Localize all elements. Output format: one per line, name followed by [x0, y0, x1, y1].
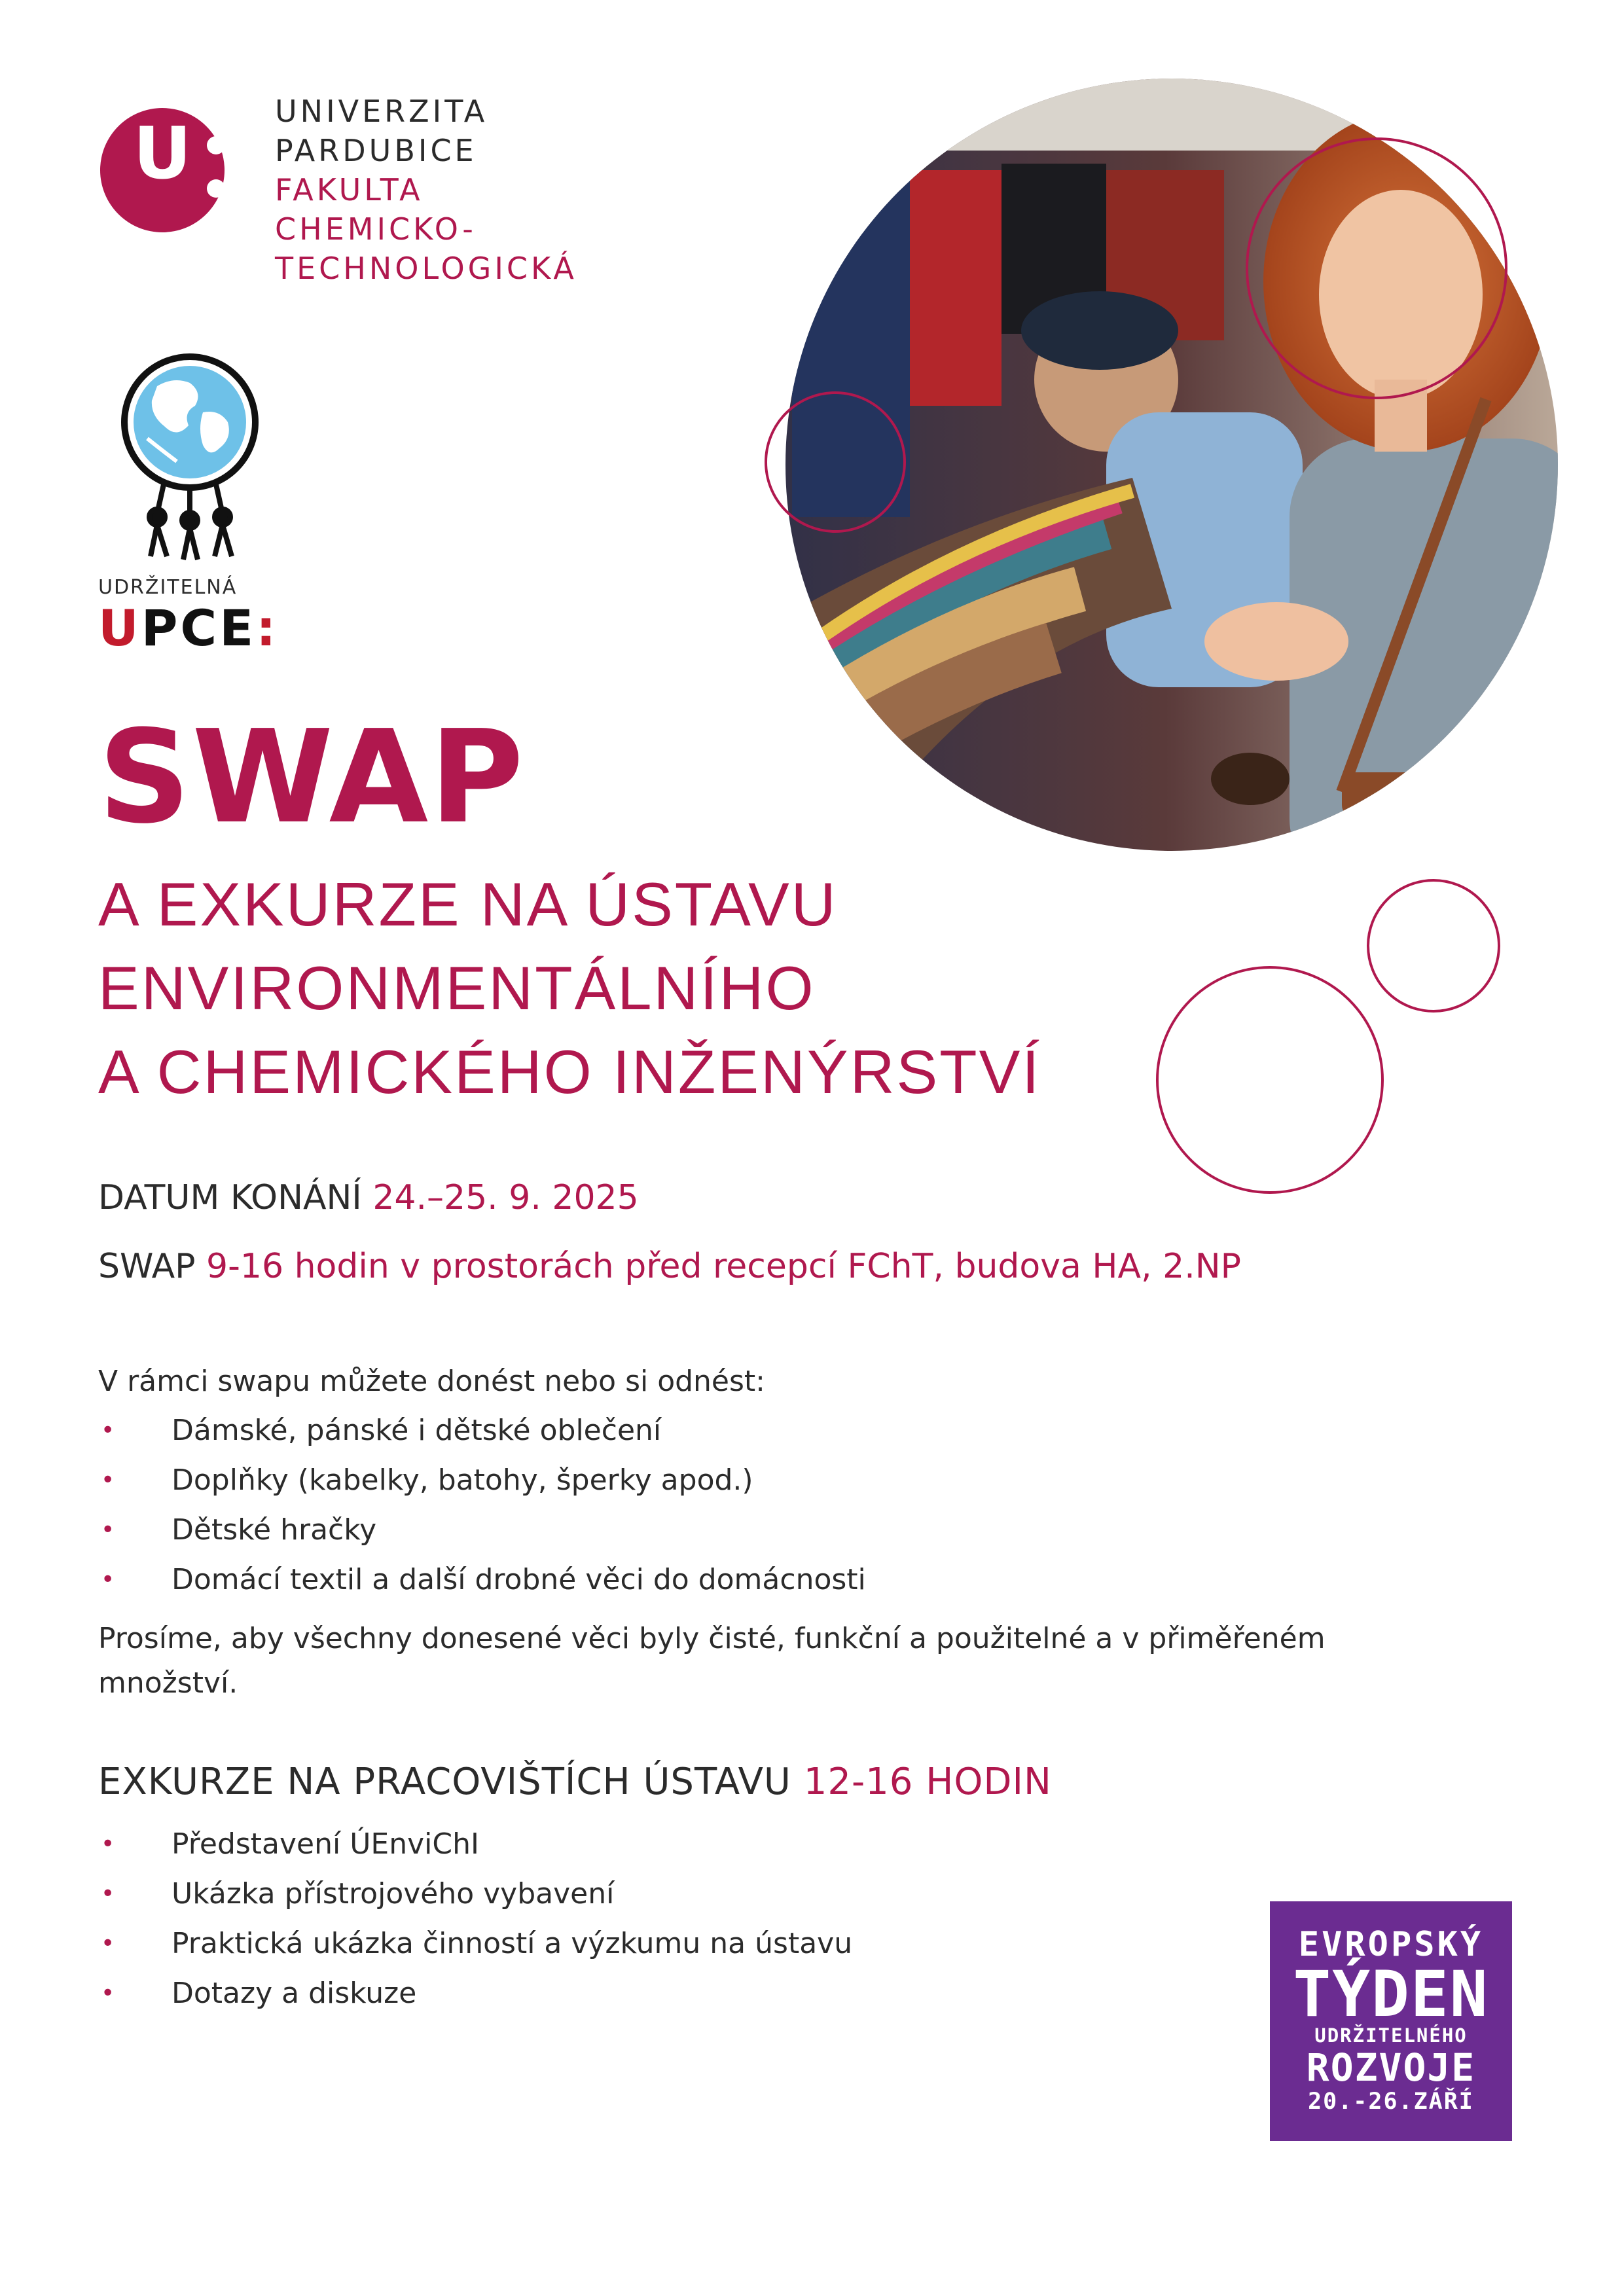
excursion-label: EXKURZE NA PRACOVIŠTÍCH ÚSTAVU: [98, 1761, 791, 1803]
list-item-text: Dětské hračky: [171, 1513, 377, 1547]
faculty-line: TECHNOLOGICKÁ: [275, 251, 577, 286]
list-item: [98, 1869, 852, 1919]
excursion-heading: [98, 1761, 1052, 1803]
globe-people-icon: [111, 353, 268, 569]
list-item: [98, 1820, 852, 1869]
list-item-text: Dámské, pánské i dětské oblečení: [171, 1414, 662, 1447]
badge-line: 20.-26.ZÁŘÍ: [1308, 2089, 1474, 2115]
date-value: 24.–25. 9. 2025: [372, 1178, 639, 1217]
university-line: UNIVERZITA: [275, 94, 488, 129]
subtitle-line: A EXKURZE NA ÚSTAVU: [98, 870, 838, 939]
swap-items-list: [98, 1406, 866, 1605]
faculty-line: CHEMICKO-: [275, 211, 477, 247]
list-item-text: Představení ÚEnviChI: [171, 1827, 479, 1861]
bullet-icon: •: [101, 1516, 115, 1543]
badge-line: TÝDEN: [1293, 1958, 1489, 2031]
swap-label: SWAP: [98, 1247, 196, 1286]
list-item: [98, 1969, 852, 2018]
upce-colon: :: [256, 599, 279, 657]
list-item-text: Domácí textil a další drobné věci do domácnosti: [171, 1563, 866, 1596]
list-item-text: Doplňky (kabelky, batohy, šperky apod.): [171, 1463, 753, 1497]
bullet-icon: •: [101, 1417, 115, 1444]
note-text: Prosíme, aby všechny donesené věci byly čisté, funkční a použitelné a v přiměřeném: [98, 1622, 1326, 1655]
badge-line: ROZVOJE: [1306, 2045, 1476, 2090]
european-sustainability-week-badge: [1270, 1901, 1512, 2141]
university-logo-icon: [97, 98, 241, 242]
bullet-icon: •: [101, 1831, 115, 1857]
swap-value: 9-16 hodin v prostorách před recepcí FChT, budova HA, 2.NP: [206, 1247, 1241, 1286]
excursion-time: 12-16 HODIN: [803, 1761, 1052, 1803]
university-name: [275, 92, 577, 288]
upce-u: U: [98, 599, 141, 657]
badge-line: EVROPSKÝ: [1298, 1925, 1484, 1964]
badge-line: UDRŽITELNÉHO: [1314, 2024, 1468, 2047]
decorative-circles: [1152, 870, 1519, 1211]
list-item-text: Dotazy a diskuze: [171, 1977, 417, 2010]
university-line: PARDUBICE: [275, 133, 477, 168]
bullet-icon: •: [101, 1880, 115, 1907]
upce-wordmark: [98, 599, 279, 657]
page-title: SWAP: [98, 703, 525, 852]
list-item: [98, 1456, 866, 1505]
bullet-icon: •: [101, 1467, 115, 1494]
bullet-icon: •: [101, 1980, 115, 2007]
subtitle-line: ENVIRONMENTÁLNÍHO: [98, 954, 816, 1022]
page-subtitle: [98, 863, 1041, 1114]
list-item: [98, 1406, 866, 1456]
swap-info: [98, 1247, 1241, 1286]
subtitle-line: A CHEMICKÉHO INŽENÝRSTVÍ: [98, 1037, 1041, 1106]
bullet-icon: •: [101, 1566, 115, 1593]
list-item: [98, 1505, 866, 1555]
note-text: množství.: [98, 1666, 238, 1700]
excursion-items-list: [98, 1820, 852, 2018]
swap-intro: V rámci swapu můžete donést nebo si odnést:: [98, 1365, 766, 1398]
sustainability-label: UDRŽITELNÁ: [98, 576, 238, 599]
clothing-swap-photo: [713, 72, 1617, 975]
date-label: DATUM KONÁNÍ: [98, 1178, 362, 1217]
bullet-icon: •: [101, 1930, 115, 1957]
faculty-line: FAKULTA: [275, 172, 424, 207]
list-item: [98, 1555, 866, 1605]
list-item-text: Praktická ukázka činností a výzkumu na ústavu: [171, 1927, 853, 1960]
event-date: [98, 1178, 639, 1217]
logo-letter: U: [133, 111, 192, 195]
list-item: [98, 1919, 852, 1969]
list-item-text: Ukázka přístrojového vybavení: [171, 1877, 615, 1910]
upce-rest: PCE: [141, 599, 257, 657]
